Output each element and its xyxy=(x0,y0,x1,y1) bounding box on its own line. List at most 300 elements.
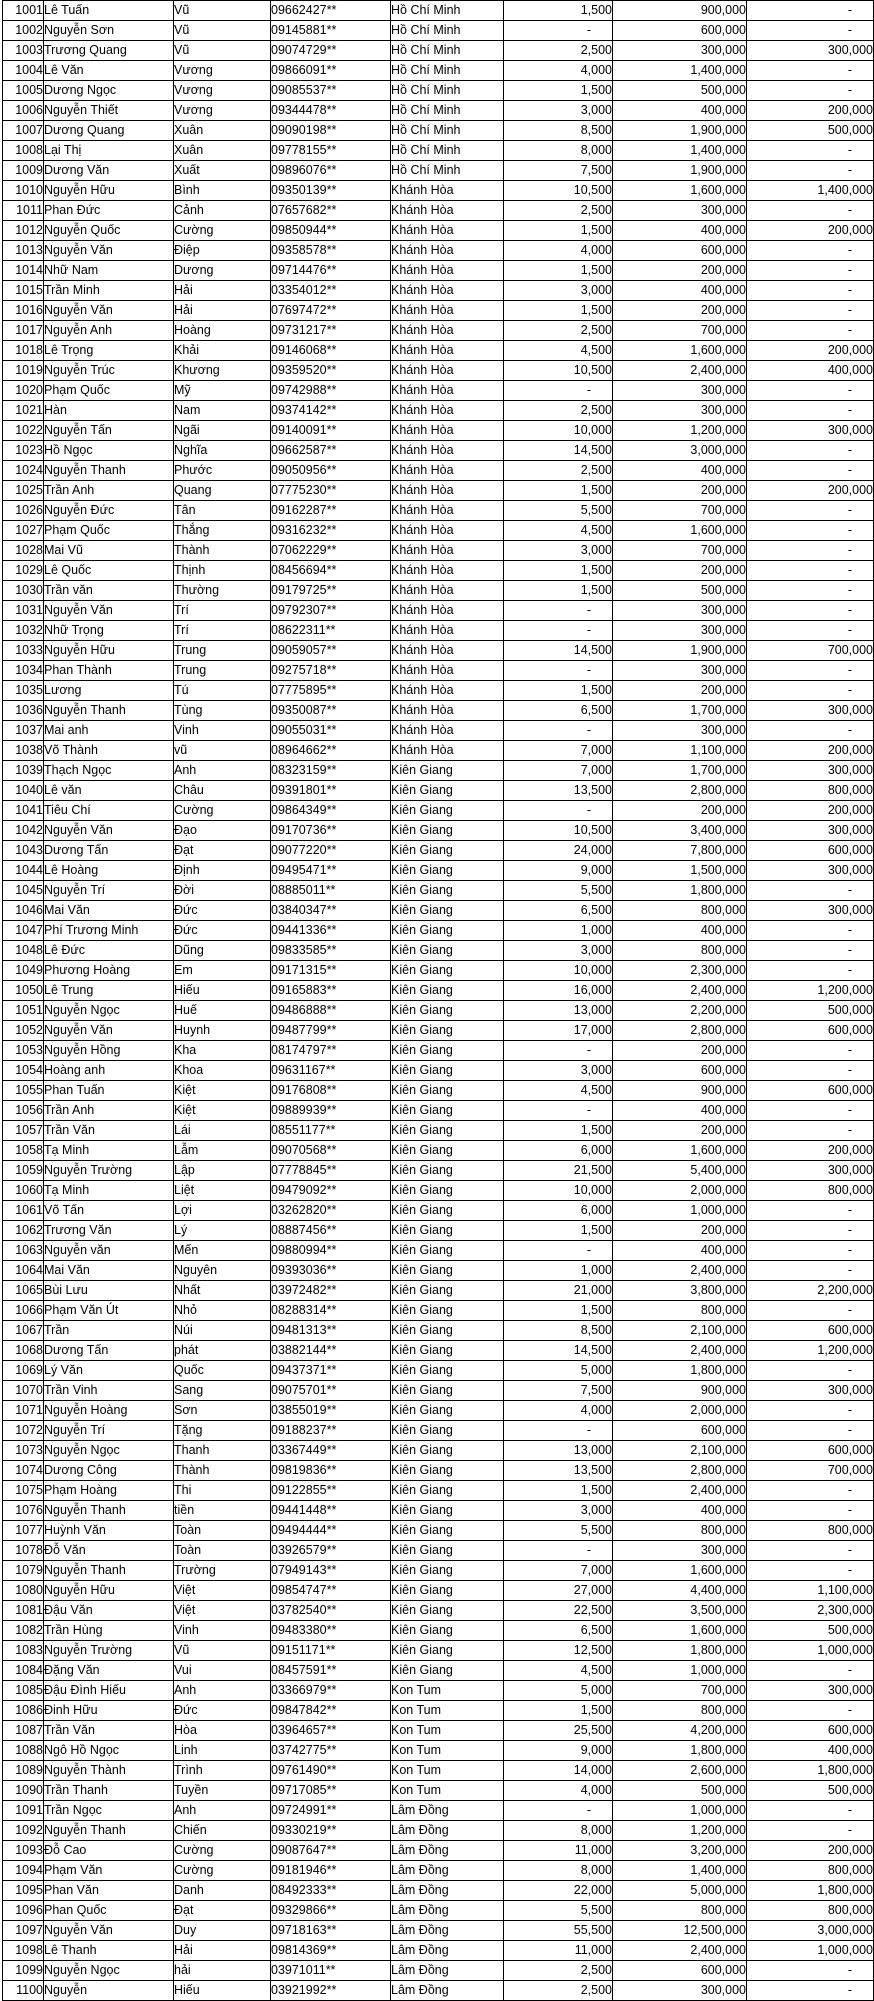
cell-phone[interactable]: 09179725** xyxy=(271,581,391,601)
cell-phone[interactable]: 03366979** xyxy=(271,1681,391,1701)
cell-id[interactable]: 1045 xyxy=(3,881,44,901)
cell-phone[interactable]: 03972482** xyxy=(271,1281,391,1301)
cell-last-name[interactable]: Lý Văn xyxy=(44,1361,174,1381)
cell-value-1[interactable]: 2,500 xyxy=(504,41,613,61)
cell-phone[interactable]: 09391801** xyxy=(271,781,391,801)
cell-phone[interactable]: 09358578** xyxy=(271,241,391,261)
cell-value-2[interactable]: 800,000 xyxy=(613,1521,747,1541)
cell-value-3[interactable]: 2,200,000 xyxy=(747,1281,874,1301)
cell-phone[interactable]: 07778845** xyxy=(271,1161,391,1181)
cell-value-2[interactable]: 800,000 xyxy=(613,1901,747,1921)
cell-last-name[interactable]: Phan Văn xyxy=(44,1881,174,1901)
cell-province[interactable]: Khánh Hòa xyxy=(391,541,504,561)
cell-province[interactable]: Khánh Hòa xyxy=(391,381,504,401)
cell-last-name[interactable]: Đỗ Văn xyxy=(44,1541,174,1561)
cell-first-name[interactable]: Khải xyxy=(174,341,271,361)
cell-value-2[interactable]: 400,000 xyxy=(613,281,747,301)
cell-value-3[interactable]: - xyxy=(747,561,874,581)
cell-value-3[interactable]: - xyxy=(747,21,874,41)
cell-phone[interactable]: 09819836** xyxy=(271,1461,391,1481)
cell-value-3[interactable]: 200,000 xyxy=(747,801,874,821)
cell-value-2[interactable]: 1,800,000 xyxy=(613,881,747,901)
cell-last-name[interactable]: Lại Thị xyxy=(44,141,174,161)
cell-value-2[interactable]: 1,600,000 xyxy=(613,521,747,541)
cell-last-name[interactable]: Nguyễn Văn xyxy=(44,241,174,261)
cell-value-2[interactable]: 1,600,000 xyxy=(613,341,747,361)
cell-province[interactable]: Hồ Chí Minh xyxy=(391,141,504,161)
cell-first-name[interactable]: Xuân xyxy=(174,141,271,161)
cell-province[interactable]: Kiên Giang xyxy=(391,1101,504,1121)
cell-first-name[interactable]: Đức xyxy=(174,921,271,941)
cell-value-2[interactable]: 1,700,000 xyxy=(613,701,747,721)
cell-value-1[interactable]: 10,000 xyxy=(504,961,613,981)
cell-phone[interactable]: 08456694** xyxy=(271,561,391,581)
cell-phone[interactable]: 09437371** xyxy=(271,1361,391,1381)
cell-last-name[interactable]: Nguyễn Hữu xyxy=(44,181,174,201)
cell-last-name[interactable]: Ngô Hồ Ngọc xyxy=(44,1741,174,1761)
cell-id[interactable]: 1044 xyxy=(3,861,44,881)
cell-phone[interactable]: 09896076** xyxy=(271,161,391,181)
cell-value-2[interactable]: 1,800,000 xyxy=(613,1741,747,1761)
cell-value-1[interactable]: 6,500 xyxy=(504,701,613,721)
cell-value-2[interactable]: 2,600,000 xyxy=(613,1761,747,1781)
cell-phone[interactable]: 09441448** xyxy=(271,1501,391,1521)
cell-phone[interactable]: 09495471** xyxy=(271,861,391,881)
cell-first-name[interactable]: Đạo xyxy=(174,821,271,841)
cell-value-2[interactable]: 400,000 xyxy=(613,101,747,121)
cell-id[interactable]: 1077 xyxy=(3,1521,44,1541)
cell-last-name[interactable]: Nguyễn Hồng xyxy=(44,1041,174,1061)
cell-phone[interactable]: 09487799** xyxy=(271,1021,391,1041)
cell-province[interactable]: Kiên Giang xyxy=(391,901,504,921)
cell-value-1[interactable]: - xyxy=(504,721,613,741)
cell-last-name[interactable]: Lê Thanh xyxy=(44,1941,174,1961)
cell-id[interactable]: 1057 xyxy=(3,1121,44,1141)
cell-first-name[interactable]: Hòa xyxy=(174,1721,271,1741)
cell-last-name[interactable]: Nguyễn Trí xyxy=(44,881,174,901)
cell-id[interactable]: 1078 xyxy=(3,1541,44,1561)
cell-first-name[interactable]: Vũ xyxy=(174,1,271,21)
cell-last-name[interactable]: Trần Anh xyxy=(44,481,174,501)
cell-phone[interactable]: 09171315** xyxy=(271,961,391,981)
cell-province[interactable]: Khánh Hòa xyxy=(391,261,504,281)
cell-value-2[interactable]: 3,200,000 xyxy=(613,1841,747,1861)
cell-first-name[interactable]: Sơn xyxy=(174,1401,271,1421)
cell-value-3[interactable]: 300,000 xyxy=(747,41,874,61)
cell-id[interactable]: 1085 xyxy=(3,1681,44,1701)
cell-value-1[interactable]: 21,500 xyxy=(504,1161,613,1181)
cell-last-name[interactable]: Phạm Văn Út xyxy=(44,1301,174,1321)
cell-first-name[interactable]: Thắng xyxy=(174,521,271,541)
cell-value-3[interactable]: 1,000,000 xyxy=(747,1641,874,1661)
cell-value-1[interactable]: - xyxy=(504,1801,613,1821)
cell-value-3[interactable]: 2,300,000 xyxy=(747,1601,874,1621)
cell-province[interactable]: Kiên Giang xyxy=(391,1641,504,1661)
cell-province[interactable]: Khánh Hòa xyxy=(391,301,504,321)
cell-last-name[interactable]: Dương Quang xyxy=(44,121,174,141)
cell-value-1[interactable]: - xyxy=(504,601,613,621)
cell-province[interactable]: Kiên Giang xyxy=(391,1461,504,1481)
cell-value-1[interactable]: 6,500 xyxy=(504,901,613,921)
cell-first-name[interactable]: Cường xyxy=(174,801,271,821)
cell-value-1[interactable]: - xyxy=(504,661,613,681)
cell-first-name[interactable]: Vương xyxy=(174,81,271,101)
cell-id[interactable]: 1025 xyxy=(3,481,44,501)
cell-province[interactable]: Kiên Giang xyxy=(391,981,504,1001)
cell-phone[interactable]: 09731217** xyxy=(271,321,391,341)
cell-value-2[interactable]: 400,000 xyxy=(613,461,747,481)
cell-last-name[interactable]: Huỳnh Văn xyxy=(44,1521,174,1541)
cell-value-1[interactable]: 13,500 xyxy=(504,1461,613,1481)
cell-value-3[interactable]: - xyxy=(747,581,874,601)
cell-value-2[interactable]: 3,800,000 xyxy=(613,1281,747,1301)
cell-last-name[interactable]: Đinh Hữu xyxy=(44,1701,174,1721)
cell-id[interactable]: 1010 xyxy=(3,181,44,201)
cell-id[interactable]: 1076 xyxy=(3,1501,44,1521)
cell-last-name[interactable]: Phương Hoàng xyxy=(44,961,174,981)
cell-first-name[interactable]: Tú xyxy=(174,681,271,701)
cell-phone[interactable]: 07775895** xyxy=(271,681,391,701)
cell-id[interactable]: 1099 xyxy=(3,1961,44,1981)
cell-value-1[interactable]: 1,000 xyxy=(504,1261,613,1281)
cell-value-3[interactable]: - xyxy=(747,621,874,641)
cell-province[interactable]: Kiên Giang xyxy=(391,1481,504,1501)
cell-phone[interactable]: 09087647** xyxy=(271,1841,391,1861)
cell-value-1[interactable]: 3,000 xyxy=(504,541,613,561)
cell-phone[interactable]: 09486888** xyxy=(271,1001,391,1021)
cell-phone[interactable]: 08492333** xyxy=(271,1881,391,1901)
cell-value-3[interactable]: - xyxy=(747,1481,874,1501)
cell-province[interactable]: Kiên Giang xyxy=(391,1221,504,1241)
cell-phone[interactable]: 09742988** xyxy=(271,381,391,401)
cell-value-2[interactable]: 300,000 xyxy=(613,381,747,401)
cell-first-name[interactable]: Tuyền xyxy=(174,1781,271,1801)
cell-first-name[interactable]: Kiệt xyxy=(174,1081,271,1101)
cell-first-name[interactable]: tiền xyxy=(174,1501,271,1521)
cell-last-name[interactable]: Trần Ngọc xyxy=(44,1801,174,1821)
cell-last-name[interactable]: Lương xyxy=(44,681,174,701)
cell-phone[interactable]: 08288314** xyxy=(271,1301,391,1321)
cell-first-name[interactable]: Tân xyxy=(174,501,271,521)
cell-value-2[interactable]: 1,400,000 xyxy=(613,1861,747,1881)
cell-province[interactable]: Khánh Hòa xyxy=(391,421,504,441)
cell-province[interactable]: Kiên Giang xyxy=(391,921,504,941)
cell-value-2[interactable]: 500,000 xyxy=(613,81,747,101)
cell-value-3[interactable]: - xyxy=(747,301,874,321)
cell-first-name[interactable]: Thường xyxy=(174,581,271,601)
cell-phone[interactable]: 09494444** xyxy=(271,1521,391,1541)
cell-phone[interactable]: 09854747** xyxy=(271,1581,391,1601)
cell-id[interactable]: 1042 xyxy=(3,821,44,841)
cell-province[interactable]: Lâm Đồng xyxy=(391,1901,504,1921)
cell-province[interactable]: Khánh Hòa xyxy=(391,601,504,621)
cell-province[interactable]: Kiên Giang xyxy=(391,1401,504,1421)
cell-phone[interactable]: 08885011** xyxy=(271,881,391,901)
cell-last-name[interactable]: Đặng Văn xyxy=(44,1661,174,1681)
cell-last-name[interactable]: Nguyễn Thanh xyxy=(44,1821,174,1841)
cell-province[interactable]: Kiên Giang xyxy=(391,1261,504,1281)
cell-last-name[interactable]: Nguyễn Thiết xyxy=(44,101,174,121)
cell-last-name[interactable]: Tạ Minh xyxy=(44,1141,174,1161)
cell-value-1[interactable]: 5,500 xyxy=(504,1901,613,1921)
cell-value-1[interactable]: 4,000 xyxy=(504,241,613,261)
cell-value-2[interactable]: 200,000 xyxy=(613,681,747,701)
cell-value-3[interactable]: - xyxy=(747,1401,874,1421)
cell-first-name[interactable]: Nguyên xyxy=(174,1261,271,1281)
cell-province[interactable]: Kiên Giang xyxy=(391,1601,504,1621)
cell-value-2[interactable]: 1,800,000 xyxy=(613,1641,747,1661)
cell-value-2[interactable]: 700,000 xyxy=(613,541,747,561)
cell-value-1[interactable]: - xyxy=(504,621,613,641)
cell-last-name[interactable]: Nguyễn Quốc xyxy=(44,221,174,241)
cell-phone[interactable]: 03921992** xyxy=(271,1981,391,2001)
cell-last-name[interactable]: Nguyễn Hữu xyxy=(44,641,174,661)
cell-last-name[interactable]: Nguyễn Anh xyxy=(44,321,174,341)
cell-last-name[interactable]: Lê Văn xyxy=(44,61,174,81)
cell-province[interactable]: Khánh Hòa xyxy=(391,581,504,601)
cell-id[interactable]: 1015 xyxy=(3,281,44,301)
cell-id[interactable]: 1060 xyxy=(3,1181,44,1201)
cell-value-2[interactable]: 400,000 xyxy=(613,1501,747,1521)
cell-value-1[interactable]: 12,500 xyxy=(504,1641,613,1661)
cell-last-name[interactable]: Nguyễn Thanh xyxy=(44,1561,174,1581)
cell-value-2[interactable]: 800,000 xyxy=(613,1701,747,1721)
cell-province[interactable]: Lâm Đồng xyxy=(391,1801,504,1821)
cell-value-2[interactable]: 700,000 xyxy=(613,321,747,341)
cell-value-2[interactable]: 200,000 xyxy=(613,481,747,501)
cell-province[interactable]: Khánh Hòa xyxy=(391,481,504,501)
cell-id[interactable]: 1056 xyxy=(3,1101,44,1121)
cell-value-1[interactable]: 11,000 xyxy=(504,1941,613,1961)
cell-value-3[interactable]: 1,400,000 xyxy=(747,181,874,201)
cell-value-3[interactable]: - xyxy=(747,961,874,981)
cell-first-name[interactable]: Hiếu xyxy=(174,981,271,1001)
cell-province[interactable]: Kiên Giang xyxy=(391,961,504,981)
cell-province[interactable]: Hồ Chí Minh xyxy=(391,81,504,101)
cell-phone[interactable]: 09170736** xyxy=(271,821,391,841)
cell-value-3[interactable]: 200,000 xyxy=(747,1141,874,1161)
cell-value-3[interactable]: 600,000 xyxy=(747,1321,874,1341)
cell-phone[interactable]: 09481313** xyxy=(271,1321,391,1341)
cell-province[interactable]: Khánh Hòa xyxy=(391,221,504,241)
cell-value-3[interactable]: - xyxy=(747,661,874,681)
cell-id[interactable]: 1019 xyxy=(3,361,44,381)
cell-last-name[interactable]: Dương Công xyxy=(44,1461,174,1481)
cell-phone[interactable]: 09077220** xyxy=(271,841,391,861)
cell-id[interactable]: 1088 xyxy=(3,1741,44,1761)
cell-id[interactable]: 1095 xyxy=(3,1881,44,1901)
cell-value-3[interactable]: 600,000 xyxy=(747,1721,874,1741)
cell-value-3[interactable]: 300,000 xyxy=(747,1681,874,1701)
cell-province[interactable]: Lâm Đồng xyxy=(391,1821,504,1841)
cell-value-2[interactable]: 600,000 xyxy=(613,1961,747,1981)
cell-first-name[interactable]: Ngãi xyxy=(174,421,271,441)
cell-id[interactable]: 1050 xyxy=(3,981,44,1001)
cell-last-name[interactable]: Dương Ngọc xyxy=(44,81,174,101)
cell-last-name[interactable]: Phí Trương Minh xyxy=(44,921,174,941)
cell-value-2[interactable]: 300,000 xyxy=(613,201,747,221)
cell-phone[interactable]: 09059057** xyxy=(271,641,391,661)
cell-value-1[interactable]: 1,500 xyxy=(504,1121,613,1141)
cell-value-2[interactable]: 2,800,000 xyxy=(613,1461,747,1481)
cell-value-3[interactable]: 400,000 xyxy=(747,1741,874,1761)
cell-last-name[interactable]: Lê Hoàng xyxy=(44,861,174,881)
cell-value-1[interactable]: 21,000 xyxy=(504,1281,613,1301)
cell-id[interactable]: 1033 xyxy=(3,641,44,661)
cell-first-name[interactable]: Thi xyxy=(174,1481,271,1501)
cell-last-name[interactable]: Nguyễn Trúc xyxy=(44,361,174,381)
cell-value-1[interactable]: 1,500 xyxy=(504,1701,613,1721)
cell-value-1[interactable]: 1,500 xyxy=(504,561,613,581)
cell-value-2[interactable]: 2,800,000 xyxy=(613,781,747,801)
cell-value-3[interactable]: 600,000 xyxy=(747,841,874,861)
cell-province[interactable]: Khánh Hòa xyxy=(391,561,504,581)
cell-value-3[interactable]: - xyxy=(747,441,874,461)
cell-value-2[interactable]: 1,600,000 xyxy=(613,1141,747,1161)
cell-first-name[interactable]: Trường xyxy=(174,1561,271,1581)
cell-id[interactable]: 1020 xyxy=(3,381,44,401)
cell-value-1[interactable]: 24,000 xyxy=(504,841,613,861)
cell-first-name[interactable]: Vũ xyxy=(174,21,271,41)
cell-phone[interactable]: 09717085** xyxy=(271,1781,391,1801)
cell-phone[interactable]: 09359520** xyxy=(271,361,391,381)
cell-value-2[interactable]: 900,000 xyxy=(613,1381,747,1401)
cell-id[interactable]: 1080 xyxy=(3,1581,44,1601)
cell-value-1[interactable]: 5,500 xyxy=(504,1521,613,1541)
cell-value-1[interactable]: 1,500 xyxy=(504,1481,613,1501)
cell-value-1[interactable]: 6,500 xyxy=(504,1621,613,1641)
cell-id[interactable]: 1070 xyxy=(3,1381,44,1401)
cell-value-1[interactable]: 8,000 xyxy=(504,1861,613,1881)
cell-value-2[interactable]: 1,600,000 xyxy=(613,1561,747,1581)
cell-last-name[interactable]: Phạm Hoàng xyxy=(44,1481,174,1501)
cell-value-3[interactable]: - xyxy=(747,1241,874,1261)
cell-phone[interactable]: 09181946** xyxy=(271,1861,391,1881)
cell-province[interactable]: Kiên Giang xyxy=(391,1041,504,1061)
cell-last-name[interactable]: Nguyễn Văn xyxy=(44,601,174,621)
cell-id[interactable]: 1005 xyxy=(3,81,44,101)
cell-first-name[interactable]: Hiếu xyxy=(174,1981,271,2001)
cell-value-3[interactable]: - xyxy=(747,401,874,421)
cell-value-1[interactable]: 1,500 xyxy=(504,301,613,321)
cell-province[interactable]: Kiên Giang xyxy=(391,821,504,841)
cell-last-name[interactable]: Lê Quốc xyxy=(44,561,174,581)
cell-first-name[interactable]: Cường xyxy=(174,1861,271,1881)
cell-first-name[interactable]: Lợi xyxy=(174,1201,271,1221)
cell-last-name[interactable]: Trần Văn xyxy=(44,1121,174,1141)
cell-value-2[interactable]: 600,000 xyxy=(613,21,747,41)
cell-value-1[interactable]: 4,500 xyxy=(504,341,613,361)
cell-phone[interactable]: 03926579** xyxy=(271,1541,391,1561)
cell-value-3[interactable]: - xyxy=(747,1301,874,1321)
cell-first-name[interactable]: Trí xyxy=(174,601,271,621)
cell-phone[interactable]: 09814369** xyxy=(271,1941,391,1961)
cell-phone[interactable]: 09483380** xyxy=(271,1621,391,1641)
cell-last-name[interactable]: Lê văn xyxy=(44,781,174,801)
cell-id[interactable]: 1037 xyxy=(3,721,44,741)
cell-value-3[interactable]: 1,800,000 xyxy=(747,1881,874,1901)
cell-phone[interactable]: 09441336** xyxy=(271,921,391,941)
cell-first-name[interactable]: Khoa xyxy=(174,1061,271,1081)
cell-value-2[interactable]: 1,200,000 xyxy=(613,421,747,441)
cell-phone[interactable]: 03354012** xyxy=(271,281,391,301)
cell-phone[interactable]: 09850944** xyxy=(271,221,391,241)
cell-last-name[interactable]: Nguyễn Thanh xyxy=(44,461,174,481)
cell-phone[interactable]: 07697472** xyxy=(271,301,391,321)
cell-value-1[interactable]: 5,000 xyxy=(504,1361,613,1381)
cell-value-2[interactable]: 1,000,000 xyxy=(613,1801,747,1821)
cell-value-1[interactable]: 10,000 xyxy=(504,421,613,441)
cell-first-name[interactable]: Hải xyxy=(174,301,271,321)
cell-value-3[interactable]: - xyxy=(747,1821,874,1841)
cell-phone[interactable]: 08457591** xyxy=(271,1661,391,1681)
cell-value-1[interactable]: - xyxy=(504,1241,613,1261)
cell-province[interactable]: Kiên Giang xyxy=(391,1161,504,1181)
cell-first-name[interactable]: Việt xyxy=(174,1581,271,1601)
cell-value-1[interactable]: 17,000 xyxy=(504,1021,613,1041)
cell-value-3[interactable]: - xyxy=(747,1201,874,1221)
cell-province[interactable]: Kiên Giang xyxy=(391,1501,504,1521)
cell-province[interactable]: Kiên Giang xyxy=(391,1141,504,1161)
cell-id[interactable]: 1075 xyxy=(3,1481,44,1501)
cell-value-3[interactable]: - xyxy=(747,881,874,901)
cell-first-name[interactable]: Khương xyxy=(174,361,271,381)
cell-value-3[interactable]: - xyxy=(747,1561,874,1581)
cell-province[interactable]: Kiên Giang xyxy=(391,1001,504,1021)
cell-value-2[interactable]: 400,000 xyxy=(613,221,747,241)
cell-first-name[interactable]: Danh xyxy=(174,1881,271,1901)
cell-first-name[interactable]: Dũng xyxy=(174,941,271,961)
cell-phone[interactable]: 08323159** xyxy=(271,761,391,781)
cell-id[interactable]: 1032 xyxy=(3,621,44,641)
cell-province[interactable]: Kiên Giang xyxy=(391,1321,504,1341)
cell-value-3[interactable]: 400,000 xyxy=(747,361,874,381)
cell-value-2[interactable]: 200,000 xyxy=(613,1041,747,1061)
cell-last-name[interactable]: Tạ Minh xyxy=(44,1181,174,1201)
cell-value-1[interactable]: 1,500 xyxy=(504,1301,613,1321)
cell-last-name[interactable]: Phan Đức xyxy=(44,201,174,221)
cell-province[interactable]: Kiên Giang xyxy=(391,1301,504,1321)
cell-value-2[interactable]: 1,200,000 xyxy=(613,1821,747,1841)
cell-last-name[interactable]: Nguyễn Thanh xyxy=(44,701,174,721)
cell-value-1[interactable]: 6,000 xyxy=(504,1141,613,1161)
cell-value-1[interactable]: 16,000 xyxy=(504,981,613,1001)
cell-id[interactable]: 1049 xyxy=(3,961,44,981)
cell-value-2[interactable]: 600,000 xyxy=(613,241,747,261)
cell-last-name[interactable]: Lê Tuấn xyxy=(44,1,174,21)
cell-value-1[interactable]: 3,000 xyxy=(504,281,613,301)
cell-value-3[interactable]: - xyxy=(747,161,874,181)
cell-id[interactable]: 1084 xyxy=(3,1661,44,1681)
cell-first-name[interactable]: Mến xyxy=(174,1241,271,1261)
cell-value-1[interactable]: 3,000 xyxy=(504,941,613,961)
cell-last-name[interactable]: Nguyễn Ngọc xyxy=(44,1961,174,1981)
cell-value-1[interactable]: 8,000 xyxy=(504,141,613,161)
cell-phone[interactable]: 09847842** xyxy=(271,1701,391,1721)
cell-province[interactable]: Kiên Giang xyxy=(391,1061,504,1081)
cell-last-name[interactable]: Phan Thành xyxy=(44,661,174,681)
cell-phone[interactable]: 09316232** xyxy=(271,521,391,541)
cell-value-2[interactable]: 1,400,000 xyxy=(613,141,747,161)
cell-id[interactable]: 1058 xyxy=(3,1141,44,1161)
cell-value-3[interactable]: 300,000 xyxy=(747,701,874,721)
cell-id[interactable]: 1091 xyxy=(3,1801,44,1821)
cell-id[interactable]: 1068 xyxy=(3,1341,44,1361)
cell-phone[interactable]: 09864349** xyxy=(271,801,391,821)
cell-phone[interactable]: 09344478** xyxy=(271,101,391,121)
cell-value-3[interactable]: 800,000 xyxy=(747,1861,874,1881)
cell-province[interactable]: Khánh Hòa xyxy=(391,461,504,481)
